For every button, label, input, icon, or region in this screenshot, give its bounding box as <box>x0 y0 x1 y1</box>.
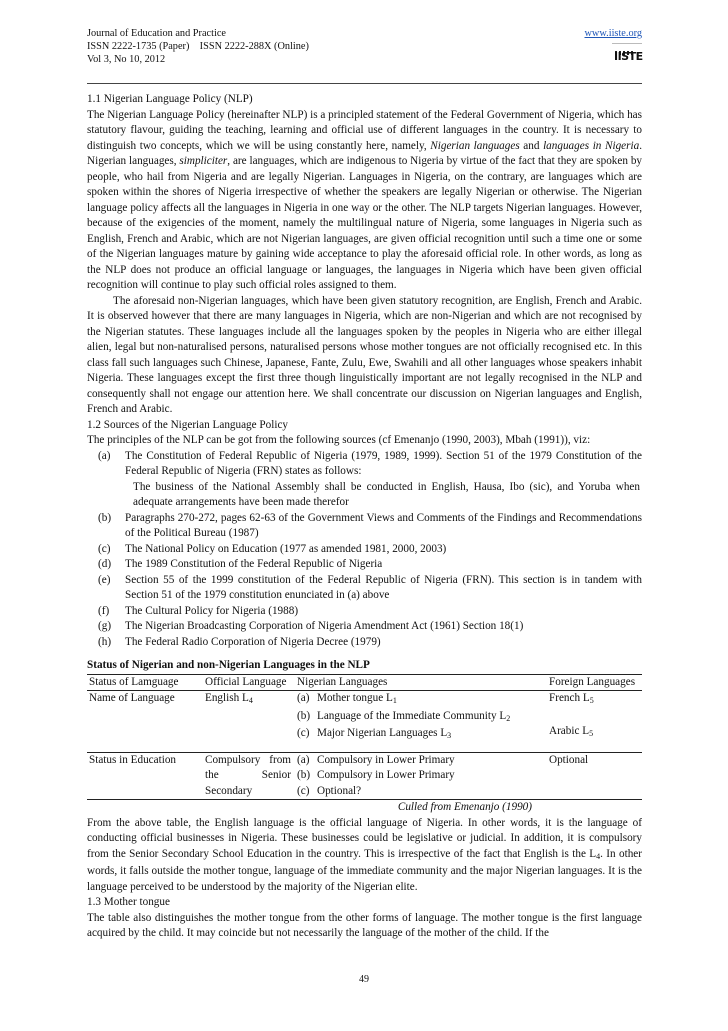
table-cell: Compulsory from the Senior Secondary <box>203 752 295 800</box>
table-cell <box>295 691 547 753</box>
language-status-table <box>87 674 642 801</box>
page <box>87 28 642 942</box>
list-item: (a) The Constitution of Federal Republic of Nigeria (1979, 1989, 1999). Section 51 of the 1979 Constitution of the Federal Republic of Nigeria (FRN) states as follows: <box>98 449 642 477</box>
page-number: 49 <box>359 974 369 985</box>
paragraph-nlp-definition: The Nigerian Language Policy (hereinafter NLP) is a principled statement of the Federal Government of Nigeria, which has statutory flavour, guiding the teaching, learning and official use of different languages in the country. It is necessary to distinguish two concepts, which we will be using constantly here, namely, Nigerian languages and languages in Nigeria. Nigerian languages, simpliciter, are languages, which are indigenous to Nigeria by virtue of the fact that they are spoken by people, who hail from Nigeria and are legally Nigerian. Languages in Nigeria, on the contrary, are languages which are spoken within the shores of Nigeria irrespective of whether the speakers are legally Nigerian or otherwise. The Nigerian language policy affects all the languages in Nigeria in one way or the other. The NLP targets Nigerian languages. However, because of the exigencies of the moment, namely the multilingual nature of Nigeria, some languages in Nigeria such as English, French and Arabic, which are not Nigerian languages, are given official recognition until such a time one or some of the Nigerian languages mature by gaining wide acceptance to play the aforesaid official role. In other words, as long as the NLP does not produce an official language or languages, the languages in Nigeria which have been given official recognition will continue to play such official roles assigned to them. <box>87 108 643 291</box>
list-item: (b) Paragraphs 270-272, pages 62-63 of the Government Views and Comments of the Findings and Recommendations of the Political Bureau (1987) <box>98 511 642 539</box>
table-cell: Name of Language <box>87 691 203 753</box>
table-cell: Status in Education <box>87 752 203 800</box>
education-status-item: (b) Compulsory in Lower Primary <box>297 769 455 781</box>
table-row <box>87 691 642 753</box>
table-cell: English $L_4$ <box>203 691 295 753</box>
logo-text: IISTE <box>614 50 643 63</box>
table-header-cell: Nigerian Languages <box>295 674 547 691</box>
nigerian-language-item: (a) Mother tongue $L_1$ <box>297 692 397 705</box>
table-header-row <box>87 674 642 691</box>
table-row <box>87 752 642 800</box>
education-status-item: (a) Compulsory in Lower Primary <box>297 753 455 766</box>
list-item: (h) The Federal Radio Corporation of Nigeria Decree (1979) <box>98 635 381 648</box>
header-rule <box>87 83 642 84</box>
journal-name: Journal of Education and Practice <box>87 28 226 39</box>
sources-intro: The principles of the NLP can be got from the following sources (cf Emenanjo (1990, 2003), Mbah (1991)), viz: <box>87 434 591 446</box>
volume-line: Vol 3, No 10, 2012 <box>87 53 166 65</box>
section-heading-1-3: 1.3 Mother tongue <box>87 896 170 908</box>
header-left <box>87 28 642 66</box>
iiste-logo <box>612 43 642 64</box>
table-cell <box>295 752 547 800</box>
paragraph-english-official: From the above table, the English language is the official language of Nigeria. In other words, it is the language of conducting official businesses in Nigeria. These businesses could be legislative or judicial. In addition, it is compulsory from the Senior Secondary School Education in the country. This is irrespective of the fact that English is the $L_4$. In other words, it falls outside the mother tongue, language of the immediate community and the major Nigerian languages. It is the language perceived to be understood by the majority of the Nigerian elite. <box>87 816 642 893</box>
block-quote: The business of the National Assembly shall be conducted in English, Hausa, Ibo (sic), and Yoruba when adequate arrangements have been made therefor <box>133 480 640 508</box>
nigerian-language-item: (b) Language of the Immediate Community $L_2$ <box>297 709 511 723</box>
table-cell: Optional <box>547 752 642 800</box>
sources-list <box>87 449 642 651</box>
list-item: (e) Section 55 of the 1999 constitution of the Federal Republic of Nigeria (FRN). This section is in tandem with Section 51 of the 1979 constitution enunciated in (a) above <box>98 573 642 601</box>
paragraph-non-nigerian-languages: The aforesaid non-Nigerian languages, which have been given statutory recognition, are English, French and Arabic. It is observed however that there are many languages in Nigeria, which are non-Nigerian and which are not recognised by the Nigerian statutes. These languages include all the languages spoken by the peoples in Nigeria who are either illegal alien, legal but non-naturalised persons, naturalised persons whose mother tongues are not officially recognised etc. In this class fall such languages such Chinese, Japanese, Fante, Zulu, Ewe, Swahili and all other languages whose speakers inhabit Nigeria. These languages except the first three though linguistically important are not legally recognised in the NLP and consequently shall not engage our attention here. We shall concentrate our discussion on Nigerian languages and English, French and Arabic. <box>87 294 642 415</box>
section-heading-1-2: 1.2 Sources of the Nigerian Language Policy <box>87 418 289 431</box>
table-header-cell: Status of Lamguage <box>87 674 203 691</box>
table-header-cell: Foreign Languages <box>547 674 642 691</box>
nigerian-language-item: (c) Major Nigerian Languages $L_3$ <box>297 727 452 740</box>
table-credit: Culled from Emenanjo (1990) <box>397 801 532 813</box>
table-title: Status of Nigerian and non-Nigerian Languages in the NLP <box>87 659 370 671</box>
table-header-cell: Official Language <box>203 674 295 691</box>
journal-url-link[interactable]: www.iiste.org <box>584 28 642 39</box>
table-cell: French $L_5$ Arabic $L_5$ <box>547 691 642 753</box>
section-heading-1-1: 1.1 Nigerian Language Policy (NLP) <box>87 93 253 105</box>
journal-header <box>87 28 642 82</box>
education-status-item: (c) Optional? <box>297 784 362 797</box>
paragraph-mother-tongue: The table also distinguishes the mother tongue from the other forms of language. The mother tongue is the first language acquired by the child. It may coincide but not necessarily the language of the mother of the child. If the <box>87 911 642 939</box>
issn-line: ISSN 2222-1735 (Paper) ISSN 2222-288X (Online) <box>87 40 309 52</box>
list-item: (d) The 1989 Constitution of the Federal Republic of Nigeria <box>98 558 383 570</box>
list-item: (c) The National Policy on Education (1977 as amended 1981, 2000, 2003) <box>98 542 447 555</box>
list-item: (f) The Cultural Policy for Nigeria (1988) <box>98 604 299 617</box>
article-body <box>87 82 642 942</box>
list-item: (g) The Nigerian Broadcasting Corporation of Nigeria Amendment Act (1961) Section 18(1) <box>98 620 524 632</box>
